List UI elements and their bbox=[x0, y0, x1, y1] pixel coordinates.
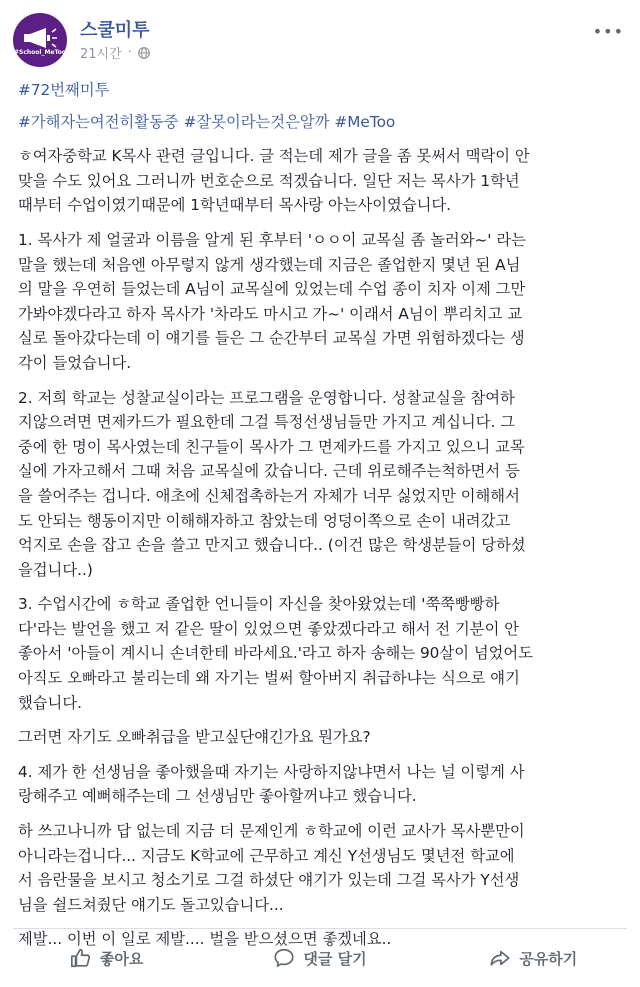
hashtag-link[interactable]: #72번째미투 bbox=[18, 81, 110, 99]
paragraph-line: 도 안되는 행동이지만 이해해자하고 참았는데 엉덩이쪽으로 손이 내려갔고 bbox=[18, 511, 511, 530]
paragraph-line: 그러면 자기도 오빠취급을 받고싶단얘긴가요 뭔가요? bbox=[18, 728, 371, 747]
paragraph-line: 제발... 이번 이 일로 제발.... 벌을 받으셨으면 좋겠네요.. bbox=[18, 930, 392, 949]
paragraph-line: 서 음란물을 보시고 청소기로 그걸 하셨단 얘기가 있는데 그걸 목사가 Y선생 bbox=[18, 871, 520, 890]
paragraph-line: 억지로 손을 잡고 손을 쓸고 만지고 했습니다.. (이건 많은 학생분들이 당하셨 bbox=[18, 536, 526, 555]
paragraph-line: 님을 쉴드쳐줬단 얘기도 돌고있습니다... bbox=[18, 895, 284, 914]
paragraph-line: 지않으려면 면제카드가 필요한데 그걸 특정선생님들만 가지고 계십니다. 그 bbox=[18, 413, 515, 432]
more-horizontal-icon: ••• bbox=[592, 22, 624, 41]
hashtag-link[interactable]: #잘못이라는것은알까 bbox=[183, 112, 330, 131]
meta-separator: · bbox=[127, 45, 132, 60]
post-paragraph bbox=[18, 760, 630, 809]
paragraph-line: 했습니다. bbox=[18, 693, 82, 712]
paragraph-line: 가봐야겠다라고 하자 목사가 '차라도 마시고 가~' 이래서 A님이 뿌리치고 교 bbox=[18, 304, 522, 323]
paragraph-line: 말을 했는데 처음엔 아무렇지 않게 생각했는데 지금은 졸업한지 몇년 된 A님 bbox=[18, 255, 521, 274]
paragraph-line: 랑해주고 예뻐해주는데 그 선생님만 좋아할꺼냐고 했습니다. bbox=[18, 787, 417, 806]
hashtag-line-1 bbox=[18, 78, 630, 103]
action-bar bbox=[0, 929, 640, 987]
globe-icon bbox=[138, 47, 150, 59]
share-button[interactable] bbox=[427, 929, 640, 987]
comment-button[interactable] bbox=[213, 929, 426, 987]
hashtag-line-2 bbox=[18, 110, 630, 135]
avatar-logo-text: #School_MeToo bbox=[13, 49, 67, 56]
more-options-button[interactable] bbox=[593, 22, 624, 41]
thumbs-up-icon bbox=[70, 947, 92, 969]
paragraph-line: 의 말을 우연히 들었는데 A님이 교목실에 있었는데 수업 종이 치자 이제 그만 bbox=[18, 280, 526, 299]
paragraph-line: 중에 한 명이 목사였는데 친구들이 목사가 그 면제카드를 가지고 있으니 교목 bbox=[18, 437, 525, 456]
paragraph-line: 맞을 수도 있어요 그러니까 번호순으로 적겠습니다. 일단 저는 목사가 1학년 bbox=[18, 171, 520, 190]
paragraph-line: 실로 돌아갔다는데 이 얘기를 들은 그 순간부터 교목실 가면 위험하겠다는 생 bbox=[18, 329, 525, 348]
paragraph-line: 2. 저희 학교는 성찰교실이라는 프로그램을 운영합니다. 성찰교실을 참여하 bbox=[18, 388, 515, 407]
post-body bbox=[18, 144, 630, 952]
hashtag-link[interactable]: #MeToo bbox=[334, 112, 396, 131]
post-paragraph bbox=[18, 144, 630, 218]
like-label: 좋아요 bbox=[99, 949, 144, 968]
post-paragraph bbox=[18, 725, 630, 750]
post-paragraph bbox=[18, 386, 630, 583]
post-paragraph bbox=[18, 228, 630, 376]
paragraph-line: 각이 들었습니다. bbox=[18, 353, 132, 372]
post-content bbox=[18, 78, 630, 962]
paragraph-line: 좋아서 '아들이 계시니 손녀한테 바라세요.'라고 하자 송해는 90살이 넘었어도 bbox=[18, 644, 533, 663]
post-paragraph bbox=[18, 819, 630, 917]
avatar[interactable] bbox=[13, 13, 67, 67]
comment-icon bbox=[273, 947, 295, 969]
paragraph-line: 하 쓰고나니까 답 없는데 지금 더 문제인게 ㅎ학교에 이런 교사가 목사뿐만이 bbox=[18, 822, 525, 841]
page-name-link[interactable]: 스쿨미투 bbox=[80, 20, 150, 41]
paragraph-line: 4. 제가 한 선생님을 좋아했을때 자기는 사랑하지않냐면서 나는 널 이렇게 사 bbox=[18, 762, 525, 781]
post-meta bbox=[80, 43, 150, 62]
post-header bbox=[0, 0, 640, 70]
paragraph-line: 을겁니다..) bbox=[18, 560, 93, 579]
paragraph-line: 아니라는겁니다... 지금도 K학교에 근무하고 계신 Y선생님도 몇년전 학교에 bbox=[18, 846, 515, 865]
paragraph-line: 1. 목사가 제 얼굴과 이름을 알게 된 후부터 'ㅇㅇ이 교목실 좀 놀러와~' 라는 bbox=[18, 230, 526, 249]
share-label: 공유하기 bbox=[519, 949, 578, 968]
like-button[interactable] bbox=[0, 929, 213, 987]
paragraph-line: 아직도 오빠라고 불리는데 왜 자기는 벌써 할아버지 취급하냐는 식으로 얘기 bbox=[18, 669, 520, 688]
hashtag-link[interactable]: #가해자는여전히활동중 bbox=[18, 112, 179, 131]
paragraph-line: 실에 가자고해서 그때 처음 교목실에 갔습니다. 근데 위로해주는척하면서 등 bbox=[18, 462, 520, 481]
paragraph-line: 3. 수업시간에 ㅎ학교 졸업한 언니들이 자신을 찾아왔었는데 '쭉쭉빵빵하 bbox=[18, 595, 500, 614]
paragraph-line: 때부터 수업이였기때문에 1학년때부터 목사랑 아는사이였습니다. bbox=[18, 196, 452, 215]
post-timestamp[interactable]: 21시간 bbox=[80, 47, 122, 62]
paragraph-line: ㅎ여자중학교 K목사 관련 글입니다. 글 적는데 제가 글을 좀 못써서 맥락이 안 bbox=[18, 147, 530, 166]
megaphone-icon bbox=[22, 27, 58, 49]
paragraph-line: 다'라는 발언을 했고 저 같은 딸이 있었으면 좋았겠다라고 해서 전 기분이 안 bbox=[18, 619, 519, 638]
post-paragraph bbox=[18, 592, 630, 715]
paragraph-line: 을 쓸어주는 겁니다. 애초에 신체접촉하는거 자체가 너무 싫었지만 이해해서 bbox=[18, 486, 520, 505]
comment-label: 댓글 달기 bbox=[303, 949, 367, 968]
share-icon bbox=[489, 947, 511, 969]
